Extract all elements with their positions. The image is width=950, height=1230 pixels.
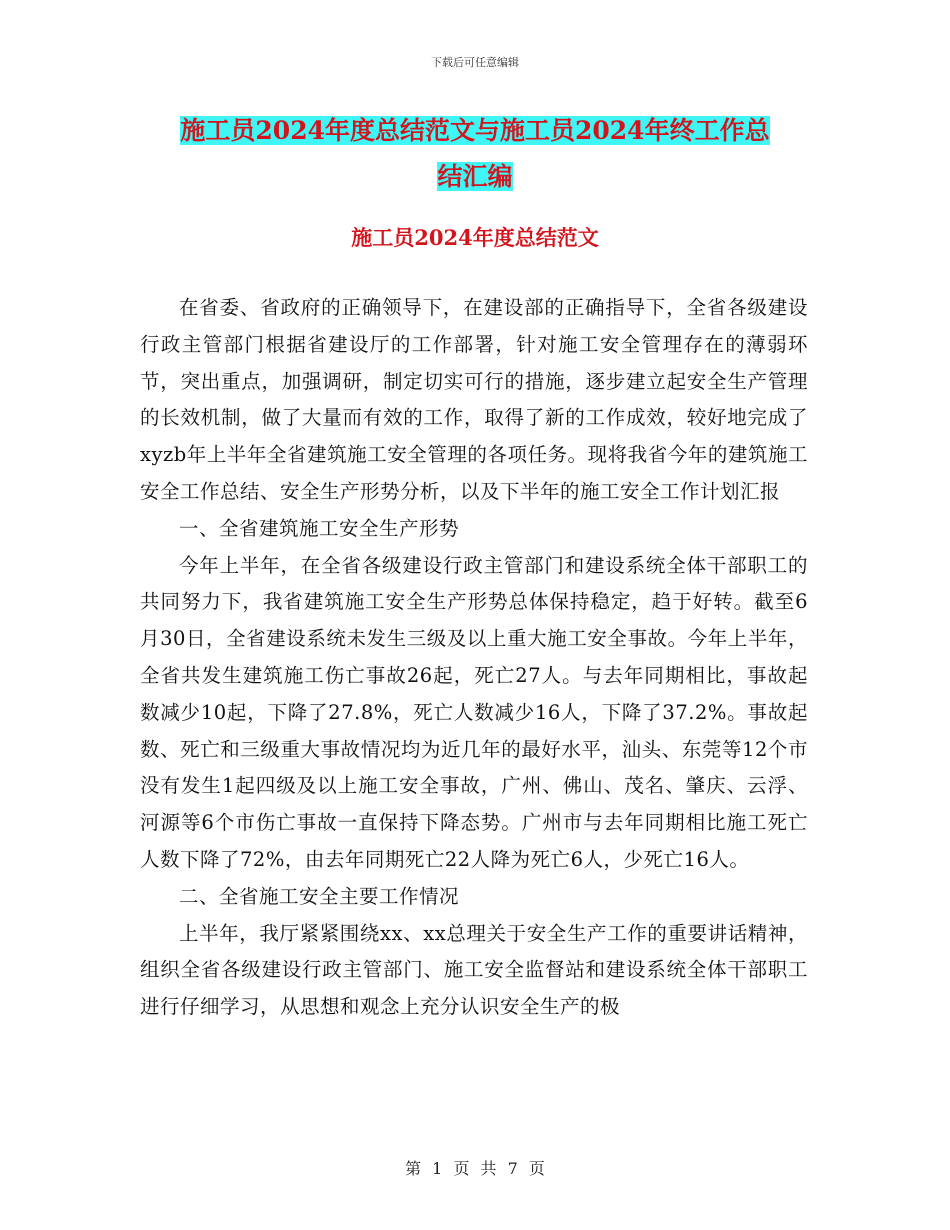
heading-main-work: 二、全省施工安全主要工作情况 bbox=[179, 884, 460, 908]
header-note: 下载后可任意编辑 bbox=[431, 56, 519, 69]
body-text bbox=[140, 290, 808, 1026]
section-title: 施工员2024年度总结范文 bbox=[351, 225, 599, 250]
paragraph-situation: 今年上半年，在全省各级建设行政主管部门和建设系统全体干部职工的共同努力下，我省建筑施工安全生产形势总体保持稳定，趋于好转。截至6月30日，全省建设系统未发生三级及以上重大施工安全事故。今年上半年，全省共发生建筑施工伤亡事故26起，死亡27人。与去年同期相比，事故起数减少10起，下降了27.8%，死亡人数减少16人，下降了37.2%。事故起数、死亡和三级重大事故情况均为近几年的最好水平，汕头、东莞等12个市没有发生1起四级及以上施工安全事故，广州、佛山、茂名、肇庆、云浮、河源等6个市伤亡事故一直保持下降态势。广州市与去年同期相比施工死亡人数下降了72%，由去年同期死亡22人降为死亡6人，少死亡16人。 bbox=[140, 553, 808, 871]
title-line-1: 施工员2024年度总结范文与施工员2024年终工作总 bbox=[180, 116, 770, 145]
paragraph-intro: 在省委、省政府的正确领导下，在建设部的正确指导下，全省各级建设行政主管部门根据省建设厅的工作部署，针对施工安全管理存在的薄弱环节，突出重点，加强调研，制定切实可行的措施，逐步建立起安全生产管理的长效机制，做了大量而有效的工作，取得了新的工作成效，较好地完成了xyzb年上半年全省建筑施工安全管理的各项任务。现将我省今年的建筑施工安全工作总结、安全生产形势分析，以及下半年的施工安全工作计划汇报 bbox=[140, 296, 808, 503]
paragraph-main-work: 上半年，我厅紧紧围绕xx、xx总理关于安全生产工作的重要讲话精神，组织全省各级建设行政主管部门、施工安全监督站和建设系统全体干部职工进行仔细学习，从思想和观念上充分认识安全生产的极 bbox=[140, 921, 808, 1019]
page-footer: 第 1 页 共 7 页 bbox=[405, 1159, 545, 1178]
document-title bbox=[140, 108, 810, 200]
title-line-2: 结汇编 bbox=[437, 162, 513, 191]
heading-safety-situation: 一、全省建筑施工安全生产形势 bbox=[179, 516, 460, 540]
